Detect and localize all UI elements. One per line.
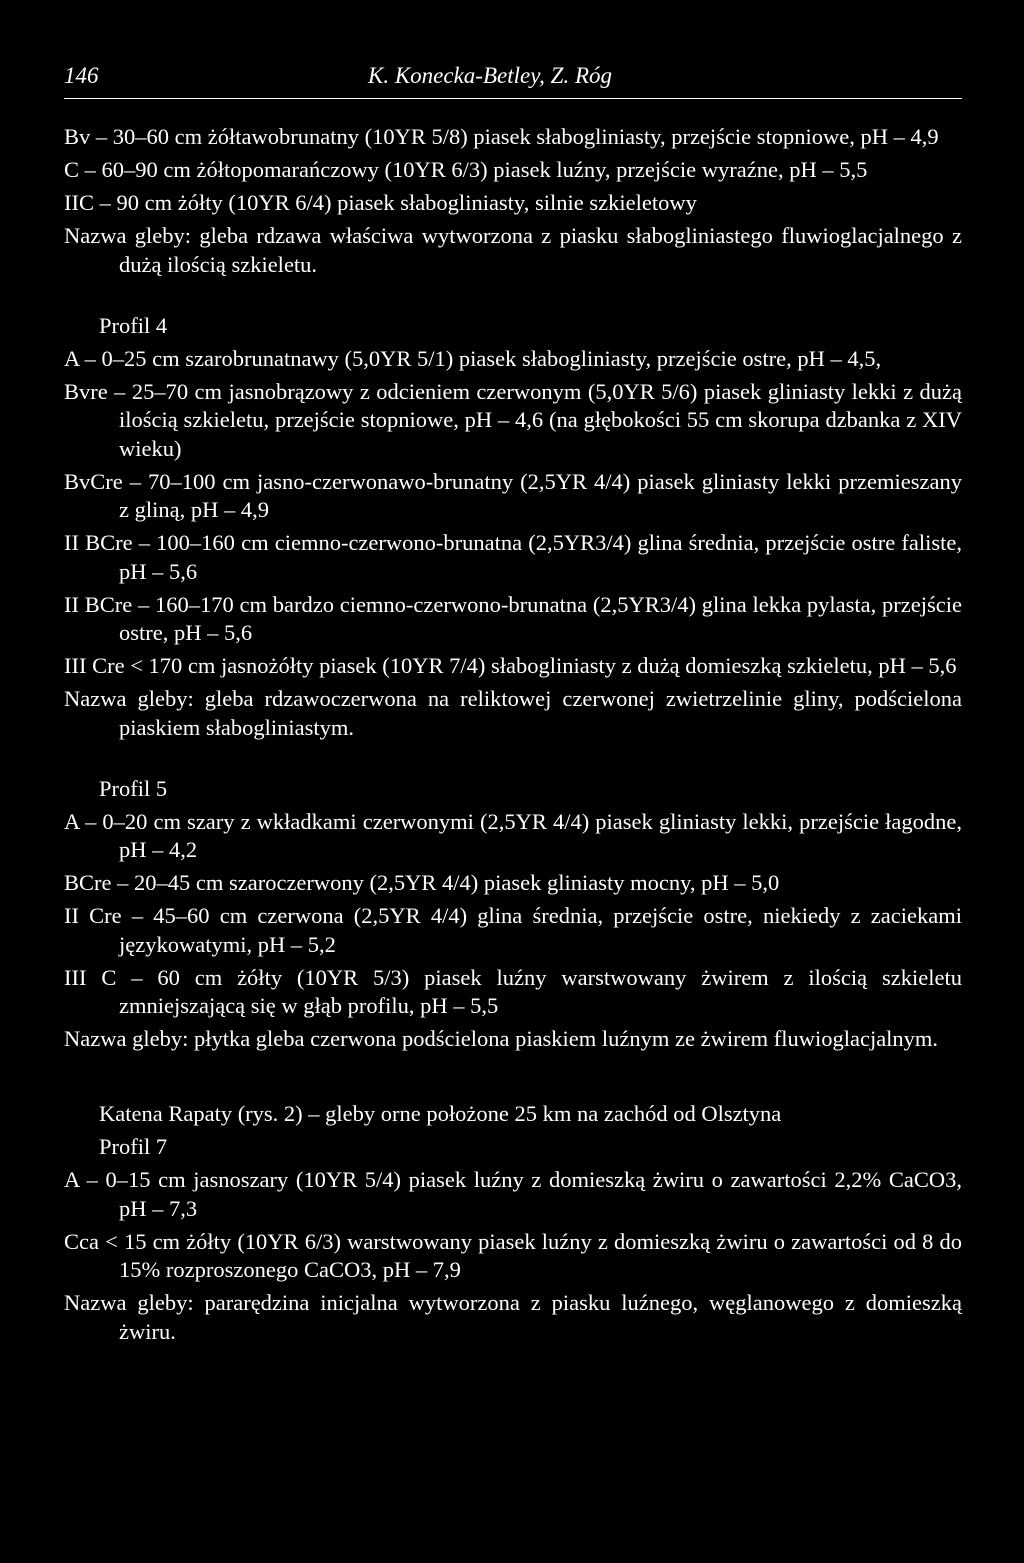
profile-5-horizon-iii-c: III C – 60 cm żółty (10YR 5/3) piasek luźny warstwowany żwirem z ilością szkieletu zmniejszającą się w głąb profilu, pH – 5,5: [64, 964, 962, 1018]
profile-4-heading: Profil 4: [99, 312, 168, 338]
profile-4-horizon-iii-cre: III Cre < 170 cm jasnożółty piasek (10YR 7/4) słabogliniasty z dużą domieszką szkieletu, pH – 5,6: [64, 653, 957, 678]
profile-5-horizon-a: A – 0–20 cm szary z wkładkami czerwonymi (2,5YR 4/4) piasek gliniasty lekki, przejście łagodne, pH – 4,2: [64, 808, 962, 862]
profile-5-horizon-ii-cre: II Cre – 45–60 cm czerwona (2,5YR 4/4) glina średnia, przejście ostre, niekiedy z zaciekami językowatymi, pH – 5,2: [64, 903, 962, 957]
profile-4-horizon-a: A – 0–25 cm szarobrunatnawy (5,0YR 5/1) piasek słabogliniasty, przejście ostre, pH – 4,5,: [64, 345, 882, 371]
horizon-bv: Bv – 30–60 cm żółtawobrunatny (10YR 5/8) piasek słabogliniasty, przejście stopniowe, pH – 4,9: [64, 124, 939, 149]
profile-4-horizon-bvre: Bvre – 25–70 cm jasnobrązowy z odcieniem czerwonym (5,0YR 5/6) piasek gliniasty lekki z dużą ilością szkieletu, przejście stopniowe, pH – 4,6 (na głębokości 55 cm skorupa dzbanka z XIV wieku): [64, 378, 962, 461]
soil-name-profile-5: Nazwa gleby: płytka gleba czerwona podścielona piaskiem luźnym ze żwirem fluwioglacjalnym.: [64, 1026, 939, 1051]
profile-5-horizon-bcre: BCre – 20–45 cm szaroczerwony (2,5YR 4/4) piasek gliniasty mocny, pH – 5,0: [64, 870, 780, 895]
catena-heading: Katena Rapaty (rys. 2) – gleby orne położone 25 km na zachód od Olsztyna: [99, 1101, 782, 1126]
running-header-authors: K. Konecka-Betley, Z. Róg: [368, 63, 612, 88]
horizon-c: C – 60–90 cm żółtopomarańczowy (10YR 6/3) piasek luźny, przejście wyraźne, pH – 5,5: [64, 157, 868, 182]
soil-name-profile-3: Nazwa gleby: gleba rdzawa właściwa wytworzona z piasku słabogliniastego fluwioglacjalnego z dużą ilością szkieletu.: [64, 223, 962, 277]
soil-name-profile-4: Nazwa gleby: gleba rdzawoczerwona na reliktowej czerwonej zwietrzelinie gliny, podścielona piaskiem słabogliniastym.: [64, 686, 962, 740]
body-text: [64, 123, 962, 1346]
profile-4-horizon-bvcre: BvCre – 70–100 cm jasno-czerwonawo-brunatny (2,5YR 4/4) piasek gliniasty lekki przemieszany z gliną, pH – 4,9: [64, 468, 962, 522]
profile-7-horizon-a: A – 0–15 cm jasnoszary (10YR 5/4) piasek luźny z domieszką żwiru o zawartości 2,2% CaCO3, pH – 7,3: [64, 1167, 962, 1221]
profile-7-heading: Profil 7: [99, 1134, 168, 1159]
page-number: 146: [64, 63, 99, 88]
horizon-iic: IIC – 90 cm żółty (10YR 6/4) piasek słabogliniasty, silnie szkieletowy: [64, 190, 697, 215]
profile-5-heading: Profil 5: [99, 775, 168, 801]
page: [64, 62, 962, 1351]
running-header: [64, 62, 962, 99]
profile-7-horizon-cca: Cca < 15 cm żółty (10YR 6/3) warstwowany piasek luźny z domieszką żwiru o zawartości od 8 do 15% rozproszonego CaCO3, pH – 7,9: [64, 1228, 962, 1282]
soil-name-profile-7: Nazwa gleby: pararędzina inicjalna wytworzona z piasku luźnego, węglanowego z domieszką żwiru.: [64, 1290, 962, 1344]
profile-4-horizon-ii-bcre-2: II BCre – 160–170 cm bardzo ciemno-czerwono-brunatna (2,5YR3/4) glina lekka pylasta, przejście ostre, pH – 5,6: [64, 591, 962, 645]
profile-4-horizon-ii-bcre-1: II BCre – 100–160 cm ciemno-czerwono-brunatna (2,5YR3/4) glina średnia, przejście ostre faliste, pH – 5,6: [64, 530, 962, 584]
